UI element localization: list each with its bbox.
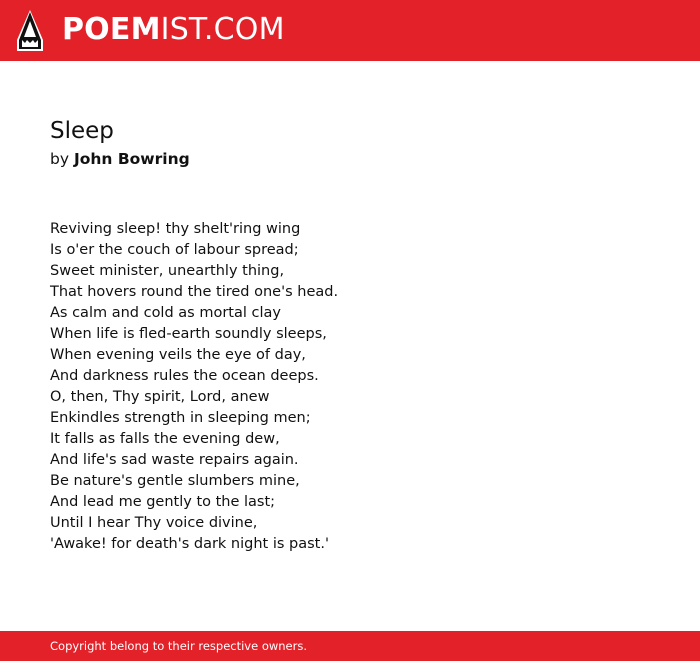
- poem-line: 'Awake! for death's dark night is past.': [50, 536, 329, 552]
- poem-author: John Bowring: [73, 150, 190, 168]
- site-header: [0, 0, 700, 61]
- poem-line: O, then, Thy spirit, Lord, anew: [50, 389, 270, 405]
- poem-line: And lead me gently to the last;: [50, 494, 276, 510]
- poem-line: Be nature's gentle slumbers mine,: [50, 473, 300, 489]
- poem-line: Enkindles strength in sleeping men;: [50, 410, 311, 426]
- site-footer: [0, 631, 700, 661]
- poem-body: [50, 219, 338, 555]
- site-logo[interactable]: [62, 12, 285, 48]
- pencil-tip-icon[interactable]: [17, 10, 43, 52]
- poem-line: It falls as falls the evening dew,: [50, 431, 280, 447]
- poem-line: That hovers round the tired one's head.: [50, 284, 339, 300]
- logo-text-bold: POEM: [62, 12, 161, 47]
- by-label: by: [50, 150, 70, 168]
- poem-line: Until I hear Thy voice divine,: [50, 515, 258, 531]
- poem-line: And darkness rules the ocean deeps.: [50, 368, 319, 384]
- copyright-text: Copyright belong to their respective owners.: [50, 639, 308, 653]
- poem-line: Reviving sleep! thy shelt'ring wing: [50, 221, 301, 237]
- poem-byline: [50, 148, 190, 170]
- poem-line: When life is fled-earth soundly sleeps,: [50, 326, 327, 342]
- poem-line: Sweet minister, unearthly thing,: [50, 263, 285, 279]
- poem-line: When evening veils the eye of day,: [50, 347, 306, 363]
- poem-title: Sleep: [50, 118, 114, 144]
- logo-text-light: IST.COM: [160, 12, 285, 47]
- poem-line: Is o'er the couch of labour spread;: [50, 242, 299, 258]
- poem-line: As calm and cold as mortal clay: [50, 305, 281, 321]
- poem-line: And life's sad waste repairs again.: [50, 452, 299, 468]
